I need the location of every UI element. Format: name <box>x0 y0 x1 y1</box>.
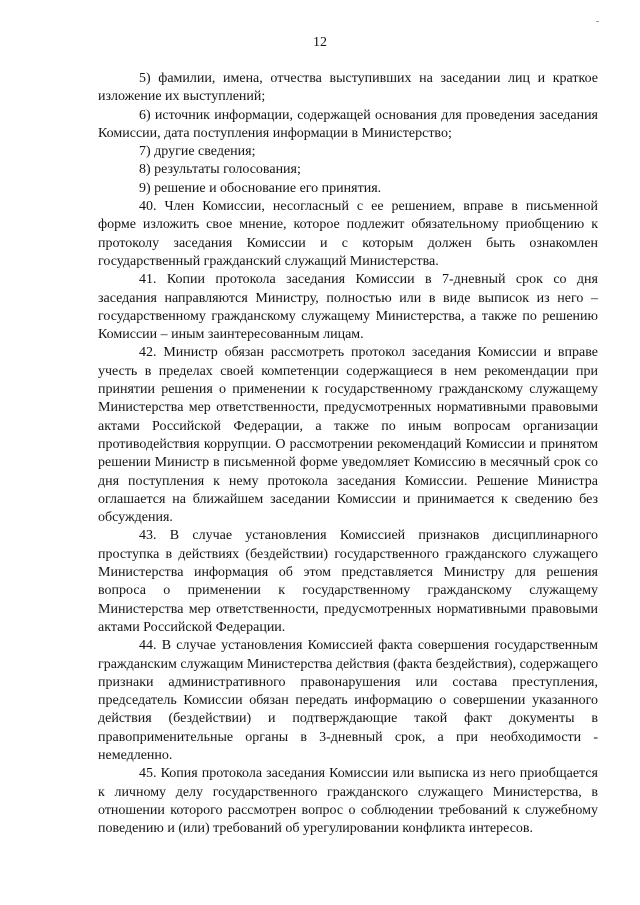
paragraph-item-7: 7) другие сведения; <box>139 144 256 160</box>
paragraph-clause-43: 43. В случае установления Комиссией признаков дисциплинарного проступка в действиях (бездействии) государственного гражданского служащего Министерства информация об этом представляется Министру для решения вопроса о применении к государственному гражданскому служащему Министерства мер ответственности, предусмотренных нормативными правовыми актами Российской Федерации. <box>98 528 598 635</box>
paragraph-clause-42: 42. Министр обязан рассмотреть протокол заседания Комиссии и вправе учесть в пределах своей компетенции содержащиеся в нем рекомендации при принятии решения о применении к государственному гражданскому служащему Министерства мер ответственности, предусмотренных нормативными правовыми актами Российской Федерации, а также по иным вопросам организации противодействия коррупции. О рассмотрении рекомендаций Комиссии и принятом решении Министр в письменной форме уведомляет Комиссию в месячный срок со дня поступления к нему протокола заседания Комиссии. Решение Министра оглашается на ближайшем заседании Комиссии и принимается к сведению без обсуждения. <box>98 345 598 526</box>
paragraph-item-5: 5) фамилии, имена, отчества выступивших на заседании лиц и краткое изложение их выступлений; <box>98 71 598 105</box>
document-body <box>98 70 598 838</box>
scan-mark <box>596 21 599 22</box>
paragraph-clause-45: 45. Копия протокола заседания Комиссии или выписка из него приобщается к личному делу государственного гражданского служащего Министерства, в отношении которого рассмотрен вопрос о соблюдении требований к служебному поведению и (или) требований об урегулировании конфликта интересов. <box>98 766 598 837</box>
paragraph-item-6: 6) источник информации, содержащей основания для проведения заседания Комиссии, дата поступления информации в Министерство; <box>98 107 598 141</box>
paragraph-item-9: 9) решение и обоснование его принятия. <box>139 180 382 196</box>
page-number: 12 <box>313 35 327 50</box>
paragraph-clause-44: 44. В случае установления Комиссией факта совершения государственным гражданским служащим Министерства действия (факта бездействия), содержащего признаки административного правонарушения или состава преступления, председатель Комиссии обязан передать информацию о совершении указанного действия (бездействии) и подтверждающие такой факт документы в правоприменительные органы в 3-дневный срок, а при необходимости - немедленно. <box>98 638 598 763</box>
paragraph-item-8: 8) результаты голосования; <box>139 162 301 178</box>
paragraph-clause-40: 40. Член Комиссии, несогласный с ее решением, вправе в письменной форме изложить свое мнение, которое подлежит обязательному приобщению к протоколу заседания Комиссии и с которым должен быть ознакомлен государственный гражданский служащий Министерства. <box>98 199 598 269</box>
paragraph-clause-41: 41. Копии протокола заседания Комиссии в 7-дневный срок со дня заседания направляются Министру, полностью или в виде выписок из него – государственному гражданскому служащему Министерства, а также по решению Комиссии – иным заинтересованным лицам. <box>98 272 598 343</box>
